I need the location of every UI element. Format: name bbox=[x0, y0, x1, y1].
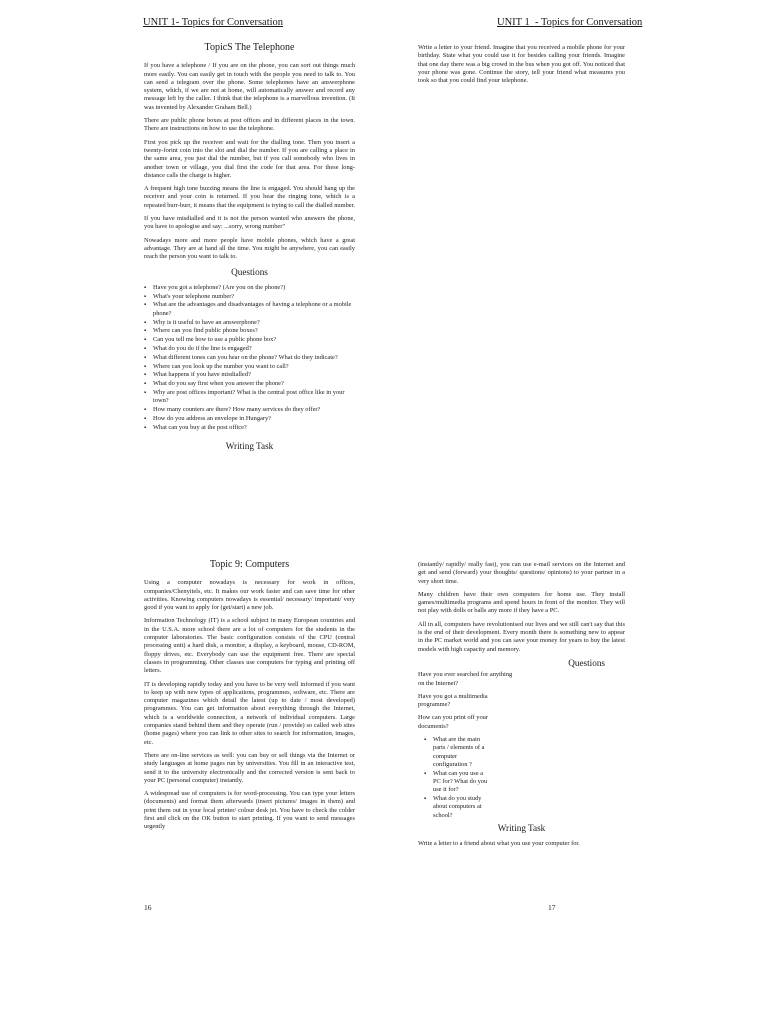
telephone-paragraph: First you pick up the receiver and wait for the dialling tone. Then you insert a twenty-forint coin into the slot and dial the number. If you are calling a place in the same area, you just dial the number, but if you call somebody who lives in another town or village, you dial first the code for that area. For these long-distance calls the charge is higher. bbox=[144, 138, 355, 179]
computers-continuation bbox=[418, 561, 625, 854]
telephone-questions-heading: Questions bbox=[231, 266, 268, 277]
list-item: ▪ Why are post offices important? What is the central post office like in your town? bbox=[144, 389, 355, 406]
list-item: ▪ What happens if you have misdialled? bbox=[144, 371, 355, 379]
page-number-left: 16 bbox=[144, 903, 152, 912]
question-line: Have you got a multimedia programme? bbox=[418, 692, 488, 709]
writing-task-text: Write a letter to a friend about what you use your computer for. bbox=[418, 840, 580, 848]
computers-paragraph: Using a computer nowadays is necessary for work in offices, companies/Chenyitels, etc. It makes our work faster and can save time for other activities. Knowing computers nowadays is essential/ necessary/ important/ very good if you want to apply for (get/start) a new job. bbox=[144, 579, 355, 612]
computers-title: Topic 9: Computers bbox=[209, 559, 290, 570]
telephone-writing-heading: Writing Task bbox=[225, 440, 274, 451]
computers-questions-heading: Questions bbox=[568, 657, 605, 668]
telephone-title: TopicS The Telephone bbox=[204, 42, 295, 53]
telephone-section bbox=[144, 44, 355, 458]
running-header-left: UNIT 1- Topics for Conversation bbox=[143, 17, 284, 28]
list-item: ▪ What do you do if the line is engaged? bbox=[144, 345, 355, 353]
computers-paragraph: IT is developing rapidly today and you have to be very well informed if you want to keep up with new types of applications, programmes, software, etc. There are computer magazines which detail the latest (up to date / most developed) programmes. You can get information about everything through the Internet, which is a worldwide connection, a network of individual computers. Large companies stand behind them and they operate (run / provide) so called web sites (home pages) where you can link to other sites to search for information, images, etc. bbox=[144, 680, 355, 746]
list-item: ▪ What can you buy at the post office? bbox=[144, 424, 355, 432]
telephone-paragraph: A frequent high tone buzzing means the line is engaged. You should hang up the receiver and your coin is returned. If you hear the ringing tone, which is a repeated burr-burr, it means that the equipment is trying to call the dialled number. bbox=[144, 185, 355, 209]
list-item: ▪ What are the main parts / elements of a computer configuration ? bbox=[424, 736, 490, 769]
computers-paragraph: All in all, computers have revolutionised our lives and we still can't say that this is the end of their development. Every month there is something new to appear in the PC market world and you can save your money for years to buy the latest models with high capacity and memory. bbox=[418, 620, 625, 653]
writing-task-text: Write a letter to your friend. Imagine that you received a mobile phone for your birthday. State what you could use it for besides calling your friends. Imagine that one day there was a big crowd in the bus when you got off. You noticed that your phone was gone. Continue the story, tell your friend what measures you took so that you could find your telephone. bbox=[418, 44, 625, 85]
list-item: ▪ What's your telephone number? bbox=[144, 293, 355, 301]
telephone-paragraph: If you have misdialled and it is not the person wanted who answers the phone, you have to apologise and say: ...sorry, wrong number" bbox=[144, 215, 355, 231]
running-header-right: UNIT 1_- Topics for Conversation bbox=[497, 17, 643, 28]
list-item: ▪ What different tones can you hear on the phone? What do they indicate? bbox=[144, 354, 355, 362]
list-item: ▪ What are the advantages and disadvantages of having a telephone or a mobile phone? bbox=[144, 301, 355, 318]
question-line: Have you ever searched for anything on the Internet? bbox=[418, 671, 513, 687]
list-item: ▪ Where can you find public phone boxes? bbox=[144, 327, 355, 335]
computers-section bbox=[144, 561, 355, 837]
question-line: How can you print off your documents? bbox=[418, 714, 488, 730]
list-item: ▪ How do you address an envelope in Hungary? bbox=[144, 415, 355, 423]
page-number-right: 17 bbox=[548, 903, 556, 912]
telephone-paragraph: Nowadays more and more people have mobile phones, which have a great advantage. They are at hand all the time. You might be anywhere, you can easily reach the person you want to talk to. bbox=[144, 236, 355, 261]
telephone-paragraph: If you have a telephone / If you are on the phone, you can sort out things much more easily. You can easily get in touch with the people you need to talk to. You can send a telegram over the phone. Some telephones have an answerphone system, which, if we are not at home, will automatically answer and record any message left by the caller. I think that the telephone is a marvellous invention. (It was invented by Alexander Graham Bell.) bbox=[144, 62, 355, 111]
computers-writing-heading: Writing Task bbox=[497, 823, 546, 834]
computers-question-list bbox=[424, 736, 490, 820]
list-item: ▪ What do you study about computers at school? bbox=[424, 795, 490, 820]
computers-plain-questions bbox=[418, 671, 518, 731]
list-item: ▪ Have you got a telephone? (Are you on the phone?) bbox=[144, 284, 355, 292]
computers-paragraph: A widespread use of computers is for word-processing. You can type your letters (documents) and format them afterwards (insert pictures/ images in them) and print them out in your local printer/ colour desk jet. You have to check the colder first and click on the OK button to start printing. If you want to send messages urgently bbox=[144, 790, 355, 831]
computers-paragraph: Many children have their own computers for home use. They install games/multimedia programs and spend hours in front of the monitor. They will not play with dolls or balls any more if they have a PC. bbox=[418, 590, 625, 615]
telephone-paragraph: There are public phone boxes at post offices and in different places in the town. There are instructions on how to use the telephone. bbox=[144, 117, 355, 133]
computers-paragraph: Information Technology (IT) is a school subject in many European countries and in the U.S.A. more school there are a lot of computers for the students in the computer laboratories. The basic configuration consists of the CPU (central processing unit) a hard disk, a monitor, a display, a keyboard, mouse, CD-ROM, floppy drives, etc. Everybody can use the equipment free. There are special classes in programming. Other classes use computers for typing and printing off letters. bbox=[144, 617, 355, 675]
list-item: ▪ Where can you look up the number you want to call? bbox=[144, 363, 355, 371]
list-item: ▪ Can you tell me how to use a public phone box? bbox=[144, 336, 355, 344]
computers-paragraph: There are on-line services as well: you can buy or sell things via the Internet or study languages at home pages run by universities. You fill in an interactive test, send it to the university electronically and the corrected version is sent back to your PC (personal computer) instantly. bbox=[144, 751, 355, 784]
list-item: ▪ Why is it useful to have an answerphone? bbox=[144, 319, 355, 327]
computers-paragraph: (instantly/ rapidly/ really fast), you can use e-mail services on the Internet and get and send (forward) your thoughts/ questions/ opinions) to your partner in a very short time. bbox=[418, 561, 625, 585]
telephone-writing-task bbox=[418, 44, 625, 90]
list-item: ▪ What can you use a PC for? What do you use it for? bbox=[424, 770, 490, 795]
list-item: ▪ What do you say first when you answer the phone? bbox=[144, 380, 355, 388]
list-item: ▪ How many counters are there? How many services do they offer? bbox=[144, 406, 355, 414]
telephone-question-list bbox=[144, 284, 355, 432]
